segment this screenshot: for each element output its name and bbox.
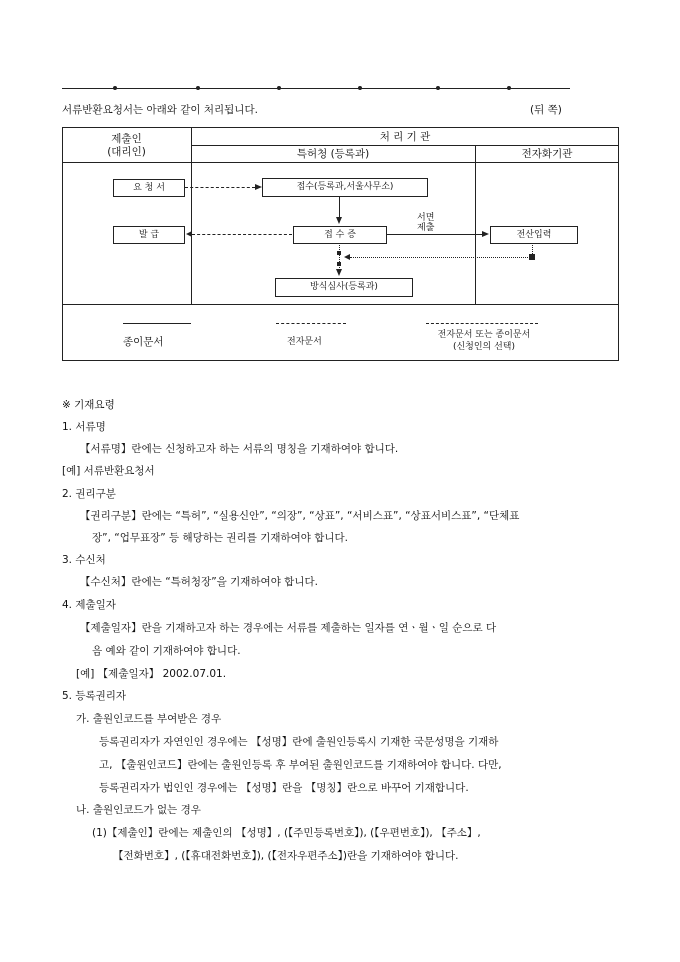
section-4-title: 4. 제출일자: [62, 599, 116, 611]
section-5b-body-2: 【전화번호】, (【휴대전화번호】), (【전자우편주소】)란을 기재하여야 합니다.: [113, 850, 459, 862]
legend-paper: 종이문서: [123, 336, 164, 348]
node-request: 요 청 서: [113, 179, 185, 197]
section-5b-title: 나. 출원인코드가 없는 경우: [76, 804, 201, 816]
section-2-body-2: 장”, “업무표장” 등 해당하는 권리를 기재하여야 합니다.: [92, 532, 349, 544]
section-2-title: 2. 권리구분: [62, 488, 116, 500]
header-submitter: 제출인: [111, 133, 142, 145]
intro-text: 서류반환요청서는 아래와 같이 처리됩니다.: [62, 104, 258, 116]
section-4-body-1: 【제출일자】란을 기재하고자 하는 경우에는 서류를 제출하는 일자를 연ㆍ월ㆍ일 순으로 다: [80, 622, 497, 634]
arrow-electronic-return: [350, 257, 530, 258]
node-receipt: 접수(등록과,서울사무소): [262, 178, 428, 197]
header-submitter-agent: (대리인): [107, 146, 146, 158]
guide-heading: ※ 기재요령: [62, 399, 115, 411]
section-5a-body-2: 고, 【출원인코드】란에는 출원인등록 후 부여된 출원인코드를 기재하여야 합니다. 다만,: [99, 759, 502, 771]
back-page-label: (뒤 쪽): [530, 104, 562, 116]
legend-either-note: (신청인의 선택): [452, 342, 516, 352]
header-processing-org: 처 리 기 관: [379, 131, 431, 143]
section-4-example: [예] 【제출일자】 2002.07.01.: [76, 668, 227, 680]
section-5a-body-1: 등록권리자가 자연인인 경우에는 【성명】란에 출원인등록시 기재한 국문성명을 기재하: [99, 736, 499, 748]
node-receipt-certificate: 접 수 증: [293, 226, 387, 244]
node-electronic-input: 전산입력: [490, 226, 578, 244]
section-5-title: 5. 등록권리자: [62, 690, 127, 702]
header-edi: 전자화기관: [521, 148, 573, 160]
legend-line-electronic: [276, 323, 346, 324]
section-3-body: 【수신처】란에는 “특허청장”을 기재하여야 합니다.: [80, 576, 318, 588]
legend-electronic: 전자문서: [287, 337, 322, 347]
section-1-example: [예] 서류반환요청서: [62, 465, 155, 477]
header-kipo: 특허청 (등록과): [296, 148, 370, 160]
node-formality-review: 방식심사(등록과): [275, 278, 413, 297]
label-paper-submit-2: 제출: [417, 223, 435, 233]
arrow-certificate-to-review: [339, 243, 340, 270]
section-2-body-1: 【권리구분】란에는 “특허”, “실용신안”, “의장”, “상표”, “서비스표”, “상표서비스표”, “단체표: [80, 510, 520, 522]
legend-line-paper: [123, 323, 191, 324]
cut-line: [62, 88, 570, 89]
arrow-certificate-to-issue: [192, 234, 292, 235]
label-paper-submit-1: 서면: [417, 213, 435, 223]
node-issue: 발 급: [113, 226, 185, 244]
section-1-body: 【서류명】란에는 신청하고자 하는 서류의 명칭을 기재하여야 합니다.: [80, 443, 399, 455]
arrow-paper-submit: [386, 234, 482, 235]
section-3-title: 3. 수신처: [62, 554, 106, 566]
section-5b-body-1: (1)【제출인】란에는 제출인의 【성명】, (【주민등록번호】), (【우편번호】), 【주소】,: [92, 827, 481, 839]
legend-line-either: [426, 323, 538, 324]
arrow-receipt-to-certificate: [339, 196, 340, 218]
arrow-request-to-receipt: [185, 187, 255, 188]
legend-either: 전자문서 또는 종이문서: [437, 330, 531, 340]
section-5a-body-3: 등록권리자가 법인인 경우에는 【성명】란을 【명칭】란으로 바꾸어 기재합니다.: [99, 782, 469, 794]
section-1-title: 1. 서류명: [62, 421, 106, 433]
section-5a-title: 가. 출원인코드를 부여받은 경우: [76, 713, 222, 725]
section-4-body-2: 음 예와 같이 기재하여야 합니다.: [92, 645, 241, 657]
